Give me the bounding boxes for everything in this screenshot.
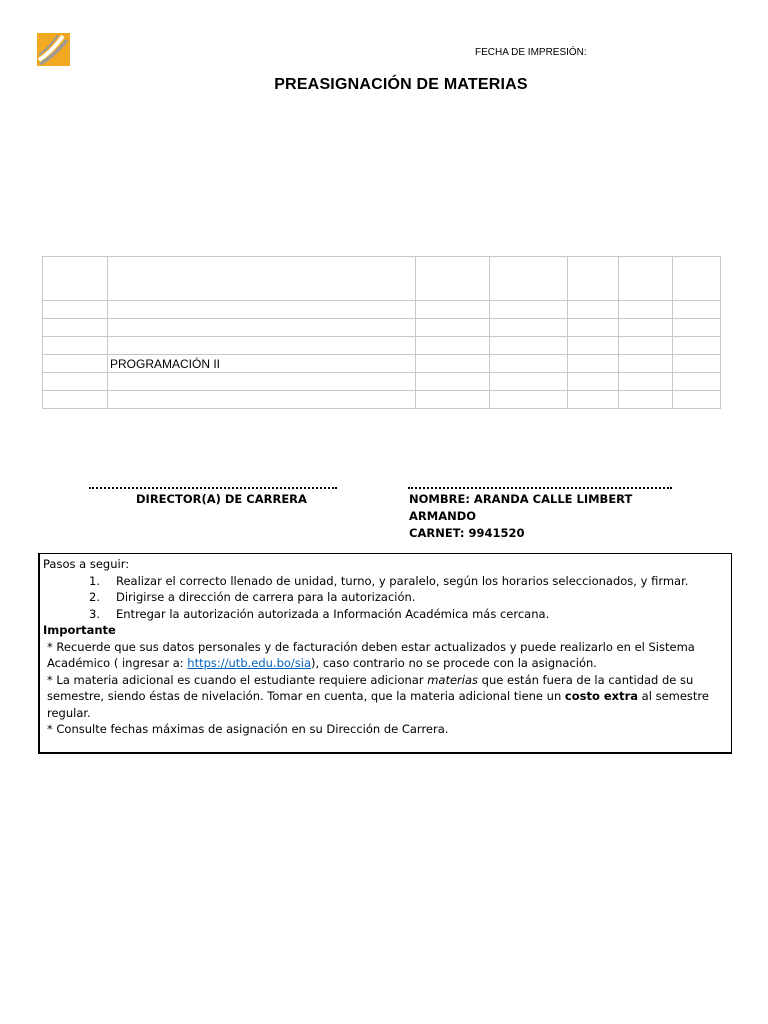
table-cell — [490, 319, 568, 337]
table-cell — [568, 337, 619, 355]
student-carnet: CARNET: 9941520 — [409, 526, 525, 540]
table-cell — [108, 319, 416, 337]
list-item: 3. Entregar la autorización autorizada a Información Académica más cercana. — [89, 606, 550, 621]
table-cell — [43, 319, 108, 337]
table-cell — [568, 319, 619, 337]
table-header-cell — [619, 257, 673, 301]
table-header-row — [43, 257, 721, 301]
table-header-cell — [673, 257, 721, 301]
sia-link[interactable]: https://utb.edu.bo/sia — [187, 656, 312, 670]
table-cell — [619, 301, 673, 319]
step-text: Realizar el correcto llenado de unidad, turno, y paralelo, según los horarios seleccionados, y firmar. — [116, 573, 689, 588]
table-cell — [490, 391, 568, 409]
table-cell — [108, 337, 416, 355]
table-row — [43, 337, 721, 355]
table-header-cell — [568, 257, 619, 301]
step-text: Dirigirse a dirección de carrera para la autorización. — [116, 590, 416, 604]
table-cell — [43, 337, 108, 355]
university-logo-icon — [37, 33, 70, 66]
note-deadlines: * Consulte fechas máximas de asignación en su Dirección de Carrera. — [47, 722, 449, 736]
subject-name-cell: PROGRAMACIÓN II — [108, 355, 416, 373]
table-cell — [568, 355, 619, 373]
subjects-table — [42, 256, 721, 409]
list-item: 1. Realizar el correcto llenado de unidad, turno, y paralelo, según los horarios seleccionados, y firmar. — [89, 573, 689, 588]
table-cell — [416, 301, 490, 319]
table-cell — [108, 301, 416, 319]
table-cell — [108, 373, 416, 391]
student-signature-line — [408, 487, 672, 489]
table-cell — [490, 373, 568, 391]
print-date-label: FECHA DE IMPRESIÓN: — [475, 47, 587, 58]
table-header-cell — [43, 257, 108, 301]
table-cell — [673, 301, 721, 319]
table-cell — [673, 373, 721, 391]
table-row — [43, 301, 721, 319]
table-cell — [416, 337, 490, 355]
table-cell — [43, 391, 108, 409]
note-personal-data: * Recuerde que sus datos personales y de facturación deben estar actualizados y puede realizarlo en el Sistema Académico ( ingresar a: https://utb.edu.bo/sia), caso contrario no se procede con la asignación. — [47, 639, 695, 670]
table-header-cell — [490, 257, 568, 301]
table-cell — [108, 391, 416, 409]
step-text: Entregar la autorización autorizada a Información Académica más cercana. — [116, 606, 550, 621]
table-cell — [416, 373, 490, 391]
student-name-line1: NOMBRE: ARANDA CALLE LIMBERT — [409, 492, 633, 506]
table-cell — [43, 355, 108, 373]
table-cell — [673, 355, 721, 373]
table-cell — [490, 301, 568, 319]
table-cell — [619, 355, 673, 373]
director-signature-line — [89, 487, 337, 489]
table-row — [43, 319, 721, 337]
table-cell — [43, 373, 108, 391]
steps-list — [43, 573, 728, 623]
table-header-cell — [108, 257, 416, 301]
table-cell — [43, 301, 108, 319]
table-cell — [619, 373, 673, 391]
table-cell — [619, 319, 673, 337]
table-cell — [568, 301, 619, 319]
table-cell — [568, 391, 619, 409]
table-cell — [490, 337, 568, 355]
table-cell — [673, 319, 721, 337]
table-row — [43, 355, 721, 373]
table-cell — [416, 355, 490, 373]
table-cell — [490, 355, 568, 373]
table-cell — [673, 391, 721, 409]
table-cell — [416, 391, 490, 409]
table-row — [43, 373, 721, 391]
page-title: PREASIGNACIÓN DE MATERIAS — [274, 76, 528, 93]
list-item: 2. Dirigirse a dirección de carrera para la autorización. — [89, 590, 416, 604]
instructions-box — [38, 553, 732, 754]
table-cell — [416, 319, 490, 337]
steps-intro: Pasos a seguir: — [43, 557, 130, 571]
table-cell — [673, 337, 721, 355]
table-cell — [619, 391, 673, 409]
student-name-line2: ARMANDO — [409, 509, 477, 523]
table-cell — [568, 373, 619, 391]
director-label: DIRECTOR(A) DE CARRERA — [136, 492, 307, 506]
table-row — [43, 391, 721, 409]
note-additional-subject: * La materia adicional es cuando el estudiante requiere adicionar materias que están fuera de la cantidad de su semestre, siendo éstas de nivelación. Tomar en cuenta, que la materia adicional tiene un costo extra al semestre regular. — [47, 672, 709, 720]
table-cell — [619, 337, 673, 355]
important-heading: Importante — [43, 623, 116, 637]
table-header-cell — [416, 257, 490, 301]
